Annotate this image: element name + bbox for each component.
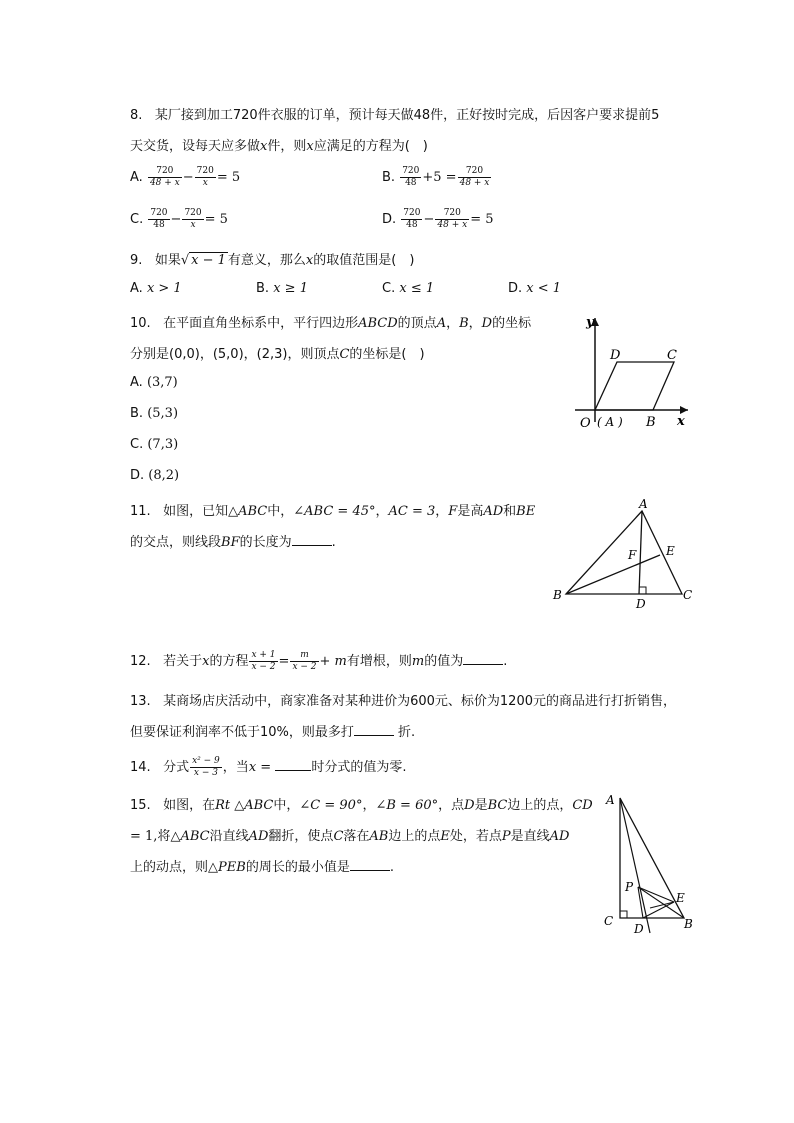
q10-option-d[interactable]: D. (8,2) xyxy=(130,468,180,483)
q13-line2: 但要保证利润率不低于10%，则最多打 折. xyxy=(130,725,416,740)
label-d: D xyxy=(636,597,646,611)
label-p: P xyxy=(625,880,634,894)
radicand: x − 1 xyxy=(191,253,226,268)
q12-number: 12. xyxy=(130,654,151,669)
label-o: O xyxy=(580,416,591,431)
q12-stem: 12. 若关于x的方程 $\frac{x + 1}{x - 2}$ = $\frac{m}{x - 2}$ + m有增根，则m的值为 . xyxy=(130,650,508,672)
label-x: x xyxy=(677,414,685,429)
fraction: $\frac{720}{48}$ xyxy=(403,208,421,230)
fraction: $\frac{720}{48}$ xyxy=(402,166,420,188)
right-angle-mark xyxy=(620,911,627,918)
answer-blank[interactable] xyxy=(354,723,394,736)
fraction: $\frac{720}{x}$ xyxy=(196,166,214,188)
fraction: $\frac{m}{x - 2}$ xyxy=(292,650,317,672)
x-arrow-icon xyxy=(680,406,688,414)
q14-stem: 14. 分式 $\frac{\text{x² − 9}}{x - 3}$ ，当x = 时分式的值为零. xyxy=(130,756,407,778)
label-c: C xyxy=(604,914,614,928)
q8-option-a[interactable]: A. $\frac{720}{48 + x}$ − $\frac{720}{x}$ = 5 xyxy=(130,166,241,188)
triangle-abc xyxy=(566,511,682,594)
q15-figure xyxy=(598,790,708,940)
q15-line2: = 1,将△ABC沿直线AD翻折，使点C落在AB边上的点E处，若点P是直线AD xyxy=(130,829,570,844)
q10-option-c[interactable]: C. (7,3) xyxy=(130,437,179,452)
right-angle-mark xyxy=(639,587,646,594)
q13-number: 13. xyxy=(130,694,151,709)
q8-text: 某厂接到加工720件衣服的订单，预计每天做48件，正好按时完成，后因客户要求提前5 xyxy=(154,108,660,123)
label-a: A xyxy=(639,497,648,511)
q8-option-c[interactable]: C. $\frac{720}{48}$ − $\frac{720}{x}$ = 5 xyxy=(130,208,228,230)
label-d: D xyxy=(634,922,644,936)
altitude-ad xyxy=(639,511,642,594)
label-a: ( A ) xyxy=(597,415,623,429)
triangle-abc xyxy=(620,798,684,918)
q10-line2: 分别是(0,0)，(5,0)，(2,3)，则顶点C的坐标是( ) xyxy=(130,347,425,362)
label-d: D xyxy=(610,348,621,363)
q8-option-b[interactable]: B. $\frac{720}{48}$ +5 = $\frac{720}{48 + x}$ xyxy=(382,166,490,188)
answer-blank[interactable] xyxy=(350,858,390,871)
q8-line1 xyxy=(130,104,659,123)
label-b: B xyxy=(684,917,693,931)
parallelogram xyxy=(595,362,674,410)
fraction: $\frac{720}{48 + x}$ xyxy=(149,166,180,188)
answer-blank[interactable] xyxy=(292,533,332,546)
fraction: $\frac{720}{x}$ xyxy=(184,208,202,230)
q8-line2: 天交货，设每天应多做x件，则x应满足的方程为( ) xyxy=(130,139,428,154)
q9-option-a[interactable]: A. x > 1 xyxy=(130,281,182,296)
q9-number: 9. xyxy=(130,253,143,268)
label-c: C xyxy=(683,588,693,602)
q8-option-d[interactable]: D. $\frac{720}{48}$ − $\frac{720}{48 + x}$ = 5 xyxy=(382,208,494,230)
label-b: B xyxy=(646,415,656,430)
q11-line1: 11. 如图，已知△ABC中，∠ABC = 45°，AC = 3，F是高AD和BE xyxy=(130,504,536,519)
q15-line1: 15. 如图，在Rt △ABC中，∠C = 90°，∠B = 60°，点D是BC边上的点，CD xyxy=(130,798,593,813)
q10-figure xyxy=(570,312,700,432)
fraction: $\frac{720}{48 + x}$ xyxy=(459,166,490,188)
q10-option-a[interactable]: A. (3,7) xyxy=(130,375,178,390)
q11-number: 11. xyxy=(130,504,151,519)
q9-option-b[interactable]: B. x ≥ 1 xyxy=(256,281,308,296)
fraction: $\frac{720}{48}$ xyxy=(150,208,168,230)
label-a: A xyxy=(606,793,615,807)
sqrt-sign: √ xyxy=(180,253,190,268)
label-b: B xyxy=(553,588,562,602)
q10-option-b[interactable]: B. (5,3) xyxy=(130,406,179,421)
q10-line1: 10. 在平面直角坐标系中，平行四边形ABCD的顶点A，B，D的坐标 xyxy=(130,316,532,331)
q11-line2: 的交点，则线段BF的长度为 . xyxy=(130,535,336,550)
fraction: $\frac{\text{x² − 9}}{x - 3}$ xyxy=(192,756,220,778)
q15-line3: 上的动点，则△PEB的周长的最小值是 . xyxy=(130,860,394,875)
q9-option-d[interactable]: D. x < 1 xyxy=(508,281,562,296)
label-y: y xyxy=(586,315,594,330)
q11-figure xyxy=(550,497,700,612)
label-e: E xyxy=(676,891,685,905)
label-f: F xyxy=(628,548,637,562)
q13-line1: 13. 某商场店庆活动中，商家准备对某种进价为600元、标价为1200元的商品进行打折销售， xyxy=(130,694,676,709)
fraction: $\frac{x + 1}{x - 2}$ xyxy=(251,650,276,672)
segment-de xyxy=(643,902,674,918)
q10-number: 10. xyxy=(130,316,151,331)
answer-blank[interactable] xyxy=(275,758,311,771)
label-c: C xyxy=(667,348,677,363)
answer-blank[interactable] xyxy=(463,652,503,665)
line-ad xyxy=(620,798,650,933)
q15-number: 15. xyxy=(130,798,151,813)
q8-number: 8. xyxy=(130,108,143,123)
q14-number: 14. xyxy=(130,760,151,775)
label-e: E xyxy=(666,544,675,558)
q9-option-c[interactable]: C. x ≤ 1 xyxy=(382,281,435,296)
q9-stem: 9. 如果√ x − 1 有意义，那么x的取值范围是( ) xyxy=(130,253,415,268)
fraction: $\frac{720}{48 + x}$ xyxy=(437,208,468,230)
